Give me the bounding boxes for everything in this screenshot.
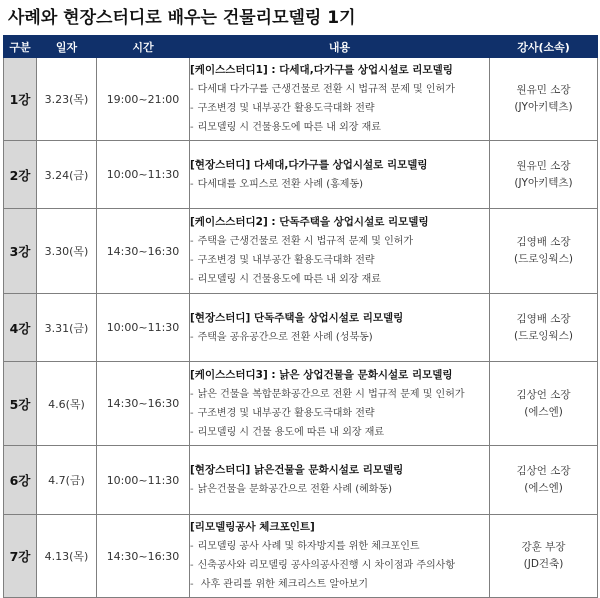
speaker-cell: [490, 362, 598, 446]
content-item: - 구조변경 및 내부공간 활용도극대화 전략: [190, 407, 375, 419]
col-header-speaker: 강사(소속): [490, 36, 598, 58]
lecture-time: 10:00~11:30: [97, 446, 190, 515]
content-heading: [케이스스터디1] : 다세대,다가구를 상업시설로 리모델링: [190, 64, 453, 76]
speaker-org: (에스엔): [524, 405, 563, 418]
content-item: - 리모델링 시 건물 용도에 따른 내 외장 재료: [190, 426, 385, 438]
content-item: - 다세대를 오피스로 전환 사례 (홍제동): [190, 178, 364, 190]
dash-icon: -: [190, 274, 194, 285]
lecture-date: 4.13(목): [37, 515, 97, 598]
dash-icon: -: [190, 579, 194, 590]
page-title: 사례와 현장스터디로 배우는 건물리모델링 1기: [8, 8, 356, 28]
lecture-content: [190, 362, 490, 446]
content-heading: [케이스스터디2] : 단독주택을 상업시설로 리모델링: [190, 216, 429, 228]
content-heading: [케이스스터디3] : 낡은 상업건물을 문화시설로 리모델링: [190, 368, 453, 381]
speaker-org: (에스엔): [524, 482, 563, 494]
dash-icon: -: [190, 84, 194, 95]
content-item: - 리모델링 시 건물용도에 따른 내 외장 재료: [190, 274, 381, 285]
content-heading: [현장스터디] 다세대,다가구를 상업시설로 리모델링: [190, 158, 428, 171]
table-row: [4, 446, 598, 515]
lecture-date: 4.7(금): [37, 446, 97, 515]
table-row: [4, 362, 598, 446]
dash-icon: -: [190, 560, 194, 571]
lecture-date: 3.24(금): [37, 141, 97, 209]
lecture-date: 3.30(목): [37, 209, 97, 294]
speaker-name: 원유민 소장: [516, 84, 571, 96]
col-header-date: 일자: [37, 36, 97, 58]
speaker-cell: [490, 141, 598, 209]
lecture-number: 7강: [4, 515, 37, 598]
content-item: - 주택을 근생건물로 전환 시 법규적 문제 및 인허가: [190, 236, 414, 247]
dash-icon: -: [190, 255, 194, 266]
lecture-time: 10:00~11:30: [97, 141, 190, 209]
speaker-org: (드로잉웍스): [514, 329, 573, 342]
table-row: [4, 294, 598, 362]
lecture-number: 2강: [4, 141, 37, 209]
lecture-date: 3.31(금): [37, 294, 97, 362]
lecture-content: [190, 294, 490, 362]
lecture-time: 14:30~16:30: [97, 209, 190, 294]
content-item: - 구조변경 및 내부공간 활용도극대화 전략: [190, 255, 375, 266]
speaker-name: 김영배 소장: [516, 236, 571, 248]
speaker-name: 원유민 소장: [516, 159, 571, 172]
dash-icon: -: [190, 426, 194, 438]
table-row: [4, 209, 598, 294]
dash-icon: -: [190, 541, 194, 552]
lecture-number: 5강: [4, 362, 37, 446]
content-heading: [리모델링공사 체크포인트]: [190, 521, 315, 533]
content-item: - 구조변경 및 내부공간 활용도극대화 전략: [190, 103, 375, 114]
col-header-content: 내용: [190, 36, 490, 58]
content-item: - 주택을 공유공간으로 전환 사례 (성북동): [190, 331, 373, 343]
schedule-table: [3, 35, 598, 598]
lecture-number: 3강: [4, 209, 37, 294]
speaker-org: (JY아키텍츠): [514, 176, 573, 189]
dash-icon: -: [190, 484, 194, 495]
speaker-org: (드로잉웍스): [514, 253, 573, 265]
table-row: [4, 58, 598, 141]
content-heading: [현장스터디] 낡은건물을 문화시설로 리모델링: [190, 464, 404, 476]
speaker-name: 김영배 소장: [516, 312, 571, 325]
lecture-content: [190, 446, 490, 515]
lecture-content: [190, 209, 490, 294]
content-item: - 낡은건물을 문화공간으로 전환 사례 (혜화동): [190, 484, 393, 495]
lecture-number: 6강: [4, 446, 37, 515]
speaker-name: 김상언 소장: [516, 388, 571, 401]
content-item: - 낡은 건물을 복합문화공간으로 전환 시 법규적 문제 및 인허가: [190, 388, 465, 400]
content-item: - 리모델링 시 건물용도에 따른 내 외장 재료: [190, 122, 381, 133]
lecture-time: 14:30~16:30: [97, 362, 190, 446]
speaker-cell: [490, 515, 598, 598]
col-header-time: 시간: [97, 36, 190, 58]
header-row: [4, 36, 598, 58]
speaker-cell: [490, 446, 598, 515]
dash-icon: -: [190, 122, 194, 133]
speaker-org: (JY아키텍츠): [514, 101, 573, 113]
table-row: [4, 515, 598, 598]
lecture-content: [190, 141, 490, 209]
lecture-time: 19:00~21:00: [97, 58, 190, 141]
table-row: [4, 141, 598, 209]
dash-icon: -: [190, 388, 194, 400]
lecture-date: 4.6(목): [37, 362, 97, 446]
content-item: - 사후 관리를 위한 체크리스트 알아보기: [190, 579, 369, 590]
content-heading: [현장스터디] 단독주택을 상업시설로 리모델링: [190, 311, 404, 324]
speaker-cell: [490, 209, 598, 294]
lecture-content: [190, 58, 490, 141]
content-item: - 리모델링 공사 사례 및 하자방지를 위한 체크포인트: [190, 541, 420, 552]
speaker-cell: [490, 294, 598, 362]
dash-icon: -: [190, 236, 194, 247]
dash-icon: -: [190, 407, 194, 419]
lecture-number: 1강: [4, 58, 37, 141]
speaker-name: 김상언 소장: [516, 465, 571, 477]
speaker-name: 강훈 부장: [521, 541, 566, 553]
content-item: - 다세대 다가구를 근생건물로 전환 시 법규적 문제 및 인허가: [190, 84, 455, 95]
lecture-time: 14:30~16:30: [97, 515, 190, 598]
lecture-time: 10:00~11:30: [97, 294, 190, 362]
speaker-org: (JD건축): [523, 558, 564, 570]
content-item: - 신축공사와 리모델링 공사의공사진행 시 차이점과 주의사항: [190, 560, 456, 571]
lecture-date: 3.23(목): [37, 58, 97, 141]
dash-icon: -: [190, 178, 194, 190]
speaker-cell: [490, 58, 598, 141]
lecture-number: 4강: [4, 294, 37, 362]
dash-icon: -: [190, 103, 194, 114]
lecture-content: [190, 515, 490, 598]
col-header-lecture: 구분: [4, 36, 37, 58]
dash-icon: -: [190, 331, 194, 343]
